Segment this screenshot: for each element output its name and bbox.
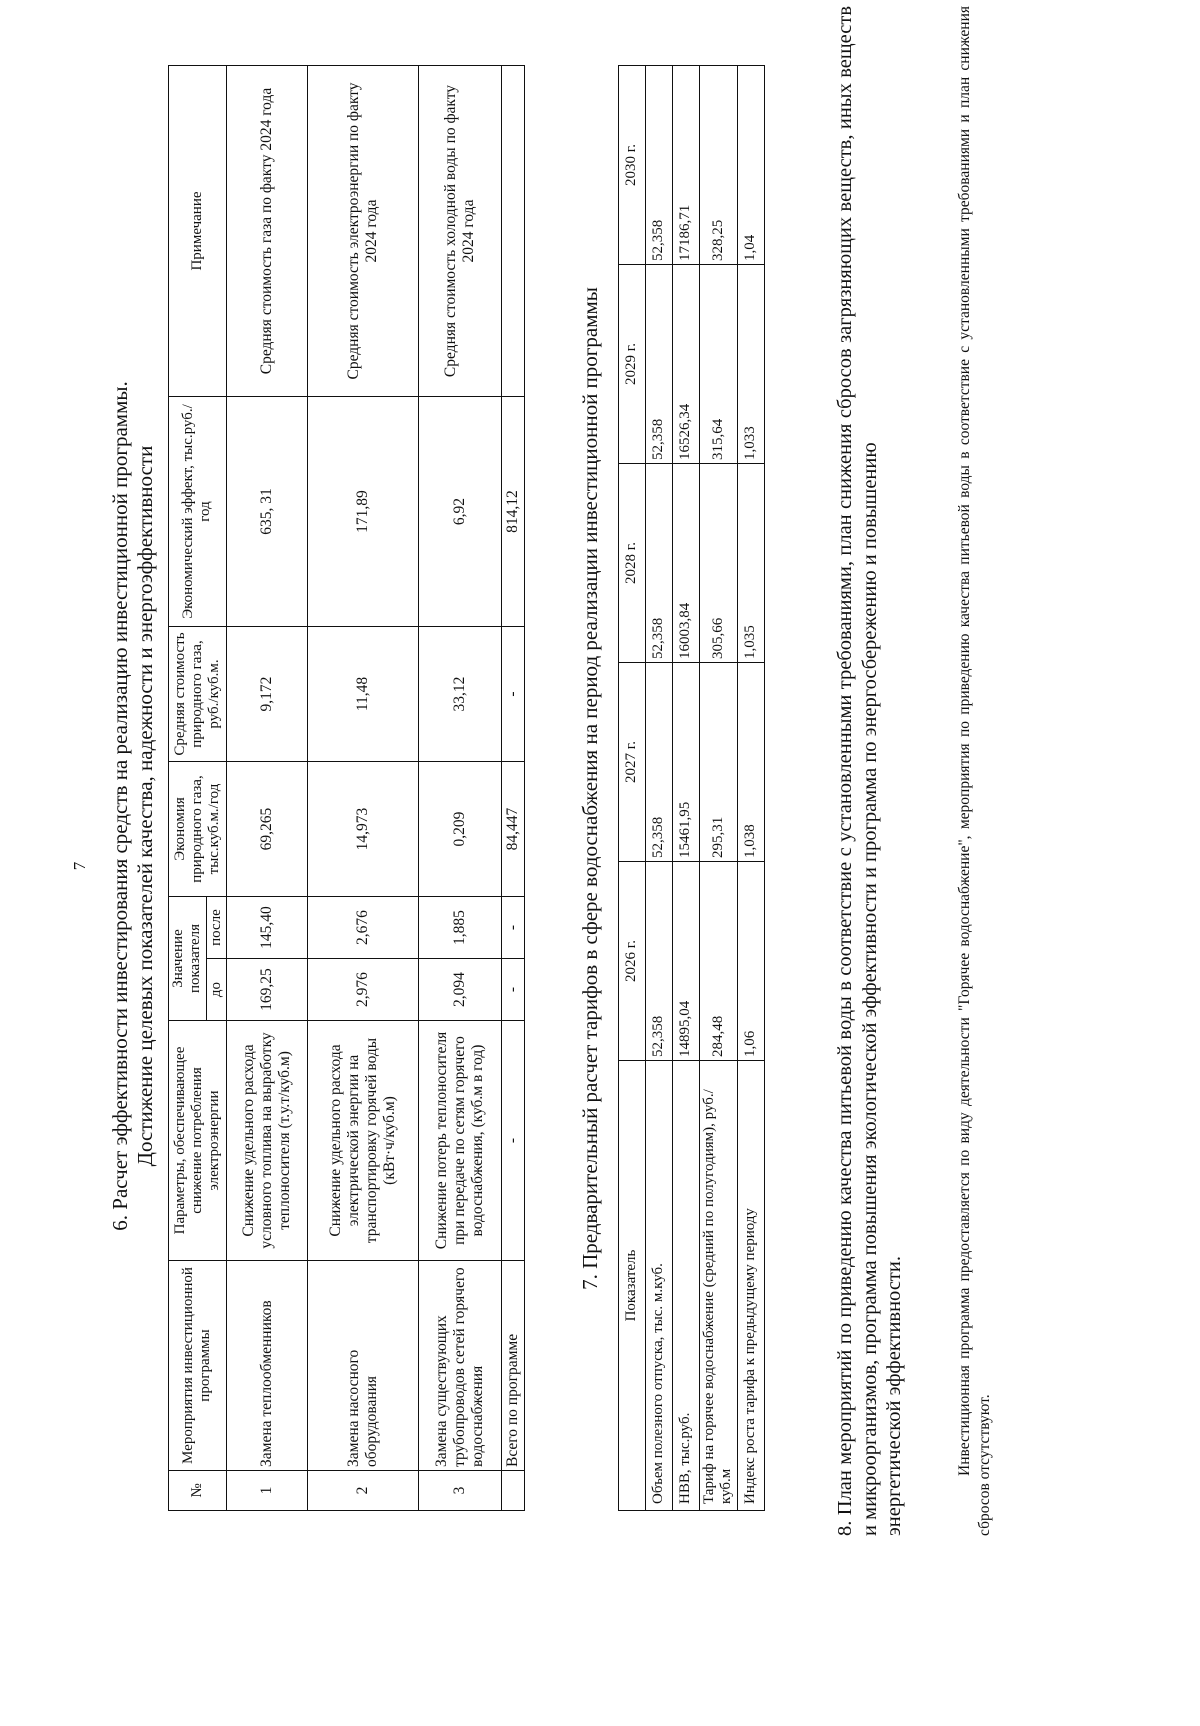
- section6-subtitle: Достижение целевых показателей качества, надежности и энергоэффективности: [133, 445, 157, 1167]
- row-params: Снижение удельного расхода электрической энергии на транспортировку горячей воды (кВт·ч/куб.м): [307, 1021, 418, 1261]
- efficiency-table: [168, 65, 525, 1511]
- total-params: -: [501, 1021, 524, 1261]
- table-row: [737, 66, 764, 1511]
- row-num: 2: [307, 1471, 418, 1511]
- section6-title: 6. Расчет эффективности инвестирования средств на реализацию инвестиционной программы.: [108, 381, 132, 1231]
- row-note: Средняя стоимость холодной воды по факту 2024 года: [418, 66, 501, 397]
- total-note: [501, 66, 524, 397]
- table-row: [700, 66, 738, 1511]
- row-gas-saving: 69,265: [226, 762, 307, 897]
- row-gas-saving: 14,973: [307, 762, 418, 897]
- row-value: 16003,84: [673, 464, 700, 663]
- table-header-row: [169, 66, 207, 1511]
- row-effect: 6,92: [418, 397, 501, 627]
- row-indicator: Объем полезного отпуска, тыс. м.куб.: [646, 1061, 673, 1511]
- header-year: 2030 г.: [619, 66, 646, 265]
- row-indicator: Тариф на горячее водоснабжение (средний по полугодиям), руб./куб.м: [700, 1061, 738, 1511]
- row-value: 284,48: [700, 862, 738, 1061]
- section7-title: 7. Предварительный расчет тарифов в сфере водоснабжения на период реализации инвестиционной программы: [578, 287, 602, 1290]
- table-row: [673, 66, 700, 1511]
- row-effect: 171,89: [307, 397, 418, 627]
- header-gas-cost: Средняя стоимость природного газа, руб./куб.м.: [169, 627, 227, 762]
- header-effect: Экономический эффект, тыс.руб./год: [169, 397, 227, 627]
- row-value: 14895,04: [673, 862, 700, 1061]
- row-after: 145,40: [226, 897, 307, 959]
- header-num: №: [169, 1471, 227, 1511]
- total-gas-saving: 84,447: [501, 762, 524, 897]
- row-params: Снижение удельного расхода условного топлива на выработку теплоносителя (т.у.т/куб.м): [226, 1021, 307, 1261]
- total-gas-cost: -: [501, 627, 524, 762]
- table-total-row: [501, 66, 524, 1511]
- header-note: Примечание: [169, 66, 227, 397]
- table-row: [226, 66, 307, 1511]
- row-value: 1,04: [737, 66, 764, 265]
- row-gas-saving: 0,209: [418, 762, 501, 897]
- row-value: 52,358: [646, 663, 673, 862]
- header-before: до: [206, 959, 226, 1021]
- row-value: 52,358: [646, 464, 673, 663]
- header-after: после: [206, 897, 226, 959]
- header-indicator: Показатель: [619, 1061, 646, 1511]
- row-value: 305,66: [700, 464, 738, 663]
- row-measure: Замена теплообменников: [226, 1261, 307, 1471]
- total-num-cell: [501, 1471, 524, 1511]
- row-after: 2,676: [307, 897, 418, 959]
- row-value: 315,64: [700, 265, 738, 464]
- row-num: 3: [418, 1471, 501, 1511]
- row-gas-cost: 11,48: [307, 627, 418, 762]
- header-measure: Мероприятия инвестиционной программы: [169, 1261, 227, 1471]
- row-value: 16526,34: [673, 265, 700, 464]
- footnote: Инвестиционная программа предоставляется по виду деятельности "Горячее водоснабжение", мероприятия по приведению качества питьевой воды в соответствие с установленными требованиями и план снижения сбросов отсутствуют.: [956, 6, 993, 1536]
- header-params: Параметры, обеспечивающее снижение потребления электроэнергии: [169, 1021, 227, 1261]
- section8-last-line: энергетической эффективности.: [883, 1256, 905, 1536]
- page-number: 7: [70, 861, 89, 871]
- table-row: [646, 66, 673, 1511]
- row-measure: Замена насосного оборудования: [307, 1261, 418, 1471]
- row-effect: 635, 31: [226, 397, 307, 627]
- row-before: 2,976: [307, 959, 418, 1021]
- row-value: 1,033: [737, 265, 764, 464]
- row-gas-cost: 9,172: [226, 627, 307, 762]
- header-year: 2026 г.: [619, 862, 646, 1061]
- header-year: 2028 г.: [619, 464, 646, 663]
- row-value: 52,358: [646, 862, 673, 1061]
- row-params: Снижение потерь теплоносителя при передаче по сетям горячего водоснабжения, (куб.м в год): [418, 1021, 501, 1261]
- row-value: 15461,95: [673, 663, 700, 862]
- row-value: 52,358: [646, 66, 673, 265]
- table-header-row: [619, 66, 646, 1511]
- total-effect: 814,12: [501, 397, 524, 627]
- row-note: Средняя стоимость электроэнергии по факту 2024 года: [307, 66, 418, 397]
- row-value: 52,358: [646, 265, 673, 464]
- total-before: -: [501, 959, 524, 1021]
- row-value: 1,06: [737, 862, 764, 1061]
- row-after: 1,885: [418, 897, 501, 959]
- row-note: Средняя стоимость газа по факту 2024 года: [226, 66, 307, 397]
- row-value: 17186,71: [673, 66, 700, 265]
- tariff-table: [618, 65, 765, 1511]
- total-label: Всего по программе: [501, 1261, 524, 1471]
- header-value: Значение показателя: [169, 897, 207, 1021]
- header-gas-saving: Экономия природного газа, тыс.куб.м./год: [169, 762, 227, 897]
- table-row: [418, 66, 501, 1511]
- header-year: 2029 г.: [619, 265, 646, 464]
- row-value: 328,25: [700, 66, 738, 265]
- row-measure: Замена существующих трубопроводов сетей горячего водоснабжения: [418, 1261, 501, 1471]
- row-gas-cost: 33,12: [418, 627, 501, 762]
- row-indicator: НВВ, тыс.руб.: [673, 1061, 700, 1511]
- section8-title: [833, 6, 907, 1536]
- section8-text: 8. План мероприятий по приведению качества питьевой воды в соответствие с установленными требованиями, план снижения сбросов загрязняющих веществ, иных веществ и микроорганизмов, программа повышения экологической эффективности и программа по энергосбережению и повышению: [834, 6, 881, 1536]
- row-value: 295,31: [700, 663, 738, 862]
- header-year: 2027 г.: [619, 663, 646, 862]
- total-after: -: [501, 897, 524, 959]
- table-row: [307, 66, 418, 1511]
- row-num: 1: [226, 1471, 307, 1511]
- row-value: 1,038: [737, 663, 764, 862]
- row-before: 2,094: [418, 959, 501, 1021]
- row-before: 169,25: [226, 959, 307, 1021]
- row-value: 1,035: [737, 464, 764, 663]
- row-indicator: Индекс роста тарифа к предыдущему периоду: [737, 1061, 764, 1511]
